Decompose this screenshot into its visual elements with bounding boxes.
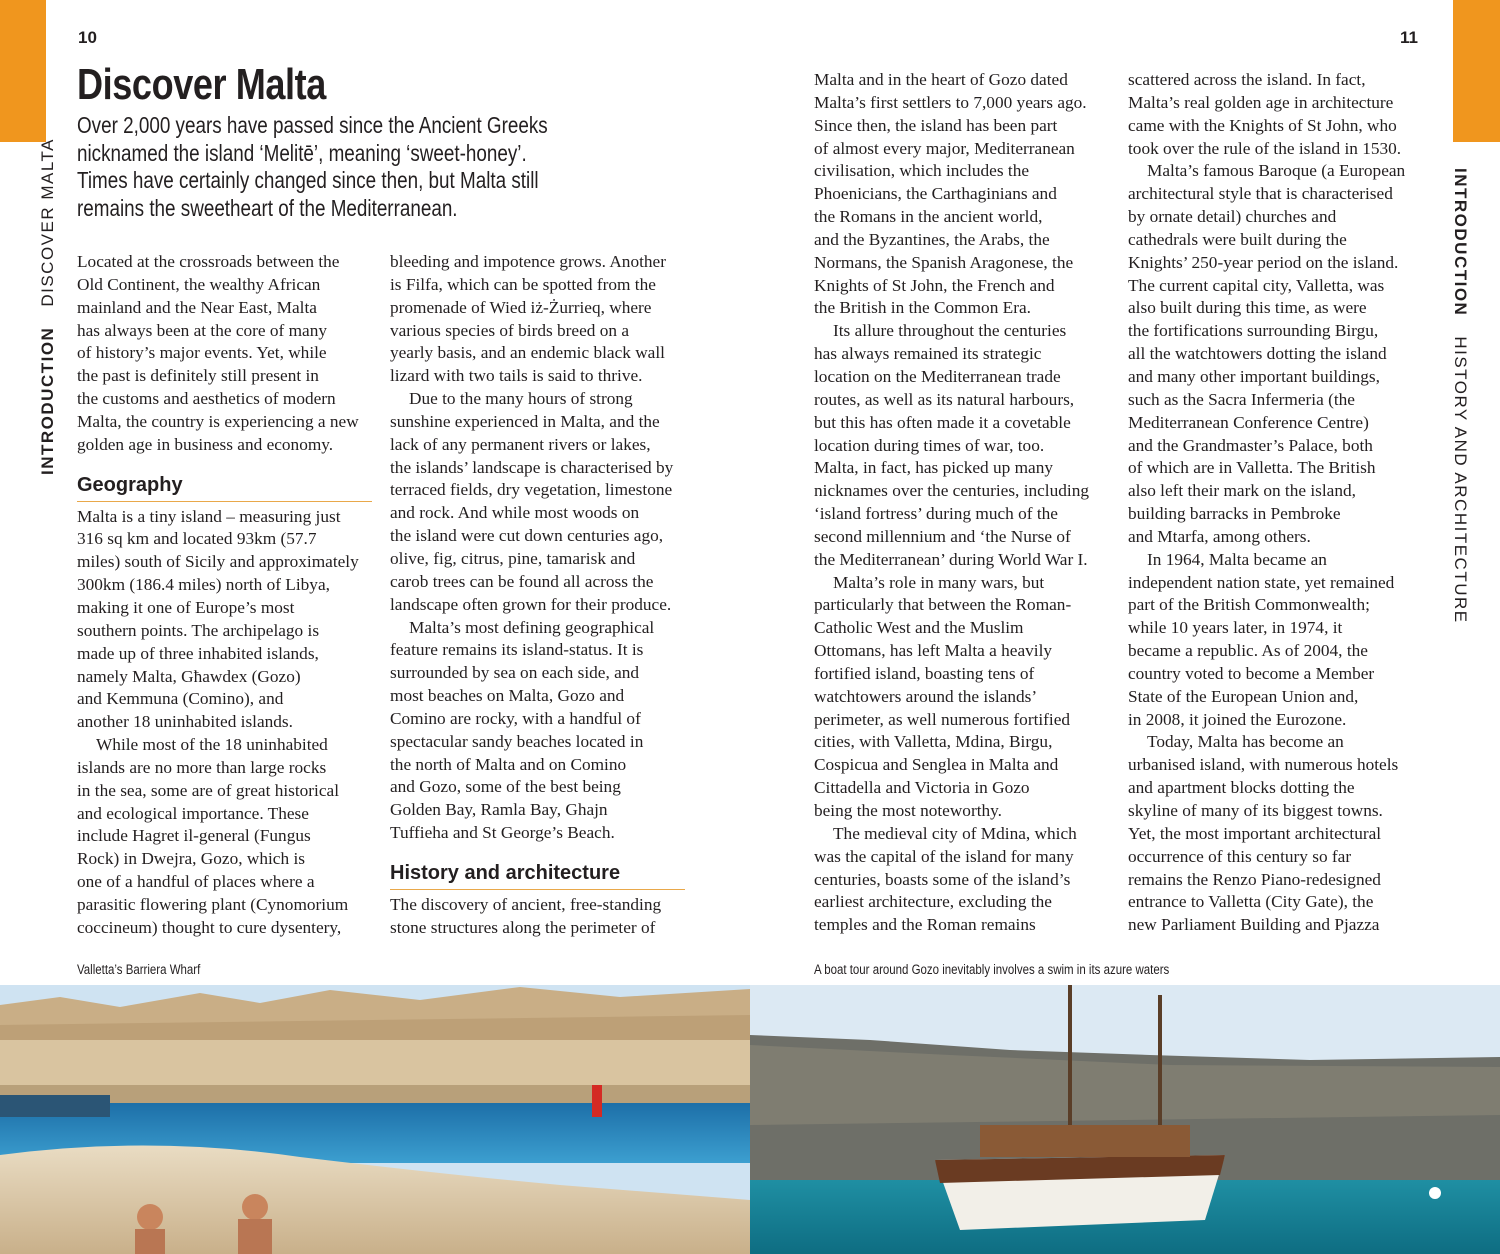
text-line: cities, with Valletta, Mdina, Birgu, [814, 732, 1053, 752]
text-line: The current capital city, Valletta, was [1128, 275, 1385, 295]
text-line: the north of Malta and on Comino [390, 754, 627, 774]
photo-gozo-boat-tour [750, 985, 1500, 1254]
page-number-left: 10 [78, 28, 97, 47]
text-line: has always remained its strategic [814, 344, 1042, 364]
intro-line: Over 2,000 years have passed since the Ancient Greeks [77, 112, 548, 138]
text-line: 316 sq km and located 93km (57.7 [77, 529, 317, 549]
text-line: parasitic flowering plant (Cynomorium [77, 894, 349, 914]
text-line: landscape often grown for their produce. [390, 594, 672, 614]
text-line: urbanised island, with numerous hotels [1128, 755, 1399, 775]
text-line: building barracks in Pembroke [1128, 504, 1341, 524]
paragraph [390, 617, 685, 845]
text-line: routes, as well as its natural harbours, [814, 389, 1075, 409]
text-line: is Filfa, which can be spotted from the [390, 274, 656, 294]
photo-valletta-wharf [0, 985, 750, 1254]
text-line: location during times of war, too. [814, 435, 1045, 455]
text-line: of almost every major, Mediterranean [814, 138, 1075, 158]
text-line: lack of any permanent rivers or lakes, [390, 434, 651, 454]
paragraph [1128, 549, 1423, 732]
text-line: the Romans in the ancient world, [814, 207, 1043, 227]
text-line: country voted to become a Member [1128, 663, 1375, 683]
text-line: second millennium and ‘the Nurse of [814, 526, 1071, 546]
text-line: and apartment blocks dotting the [1128, 778, 1355, 798]
paragraph [1128, 160, 1423, 548]
text-line: and rock. And while most woods on [390, 503, 640, 523]
text-line: cathedrals were built during the [1128, 229, 1347, 249]
text-line: of history’s major events. Yet, while [77, 343, 327, 363]
text-line: by ornate detail) churches and [1128, 207, 1337, 227]
text-line: the British in the Common Era. [814, 298, 1031, 318]
paragraph [814, 572, 1109, 823]
text-line: and Mtarfa, among others. [1128, 526, 1311, 546]
text-line: being the most noteworthy. [814, 801, 1002, 820]
chapter-label: DISCOVER MALTA [38, 138, 57, 307]
text-line: terraced fields, dry vegetation, limestone [390, 480, 673, 500]
text-line: particularly that between the Roman- [814, 595, 1072, 615]
paragraph [1128, 69, 1423, 160]
text-line: bleeding and impotence grows. Another [390, 252, 666, 271]
text-line: include Hagret il-general (Fungus [77, 826, 311, 846]
text-line: Mediterranean Conference Centre) [1128, 412, 1369, 432]
text-line: olive, fig, citrus, pine, tamarisk and [390, 548, 636, 568]
text-line: has always been at the core of many [77, 320, 327, 340]
text-line: Malta is a tiny island – measuring just [77, 506, 341, 526]
text-line: feature remains its island-status. It is [390, 640, 644, 660]
text-line: sunshine experienced in Malta, and the [390, 411, 660, 431]
paragraph [77, 506, 372, 734]
text-line: stone structures along the perimeter of [390, 917, 656, 937]
chapter-tab-left [0, 0, 46, 142]
text-line: Its allure throughout the centuries [833, 321, 1067, 341]
text-line: came with the Knights of St John, who [1128, 115, 1397, 135]
paragraph [77, 251, 372, 457]
text-line: and the Grandmaster’s Palace, both [1128, 435, 1373, 455]
paragraph [390, 251, 685, 388]
side-label-left [38, 138, 58, 475]
text-line: State of the European Union and, [1128, 686, 1359, 706]
text-line: scattered across the island. In fact, [1128, 70, 1366, 89]
text-line: the Mediterranean’ during World War I. [814, 549, 1088, 569]
text-line: entrance to Valletta (City Gate), the [1128, 892, 1374, 912]
text-line: and the Byzantines, the Arabs, the [814, 229, 1050, 249]
text-line: became a republic. As of 2004, the [1128, 641, 1368, 661]
text-line: the past is definitely still present in [77, 366, 319, 386]
text-line: Golden Bay, Ramla Bay, Ghajn [390, 800, 608, 820]
text-line: and Kemmuna (Comino), and [77, 689, 284, 709]
text-line: the island were cut down centuries ago, [390, 526, 664, 546]
text-line: such as the Sacra Infermeria (the [1128, 389, 1355, 409]
text-line: Yet, the most important architectural [1128, 823, 1382, 843]
text-line: Normans, the Spanish Aragonese, the [814, 252, 1074, 272]
intro-line: Times have certainly changed since then, but Malta still [77, 167, 539, 193]
text-line: perimeter, as well numerous fortified [814, 709, 1071, 729]
text-line: remains the Renzo Piano-redesigned [1128, 869, 1381, 889]
paragraph [814, 823, 1109, 937]
text-line: Knights of St John, the French and [814, 275, 1055, 295]
text-line: part of the British Commonwealth; [1128, 595, 1370, 615]
text-line: Located at the crossroads between the [77, 252, 340, 271]
text-line: islands are no more than large rocks [77, 757, 327, 777]
text-line: also left their mark on the island, [1128, 481, 1356, 501]
photo-caption-right: A boat tour around Gozo inevitably involves a swim in its azure waters [814, 962, 1170, 977]
photo-caption-left: Valletta’s Barriera Wharf [77, 962, 201, 977]
intro-text [77, 112, 548, 222]
page-number-right: 11 [1400, 28, 1418, 47]
text-line: coccineum) thought to cure dysentery, [77, 917, 342, 937]
text-line: The discovery of ancient, free-standing [390, 894, 662, 914]
paragraph [390, 894, 685, 940]
text-line: promenade of Wied iż-Żurrieq, where [390, 297, 652, 317]
section-heading: Geography [77, 469, 372, 502]
page-title: Discover Malta [77, 60, 326, 109]
text-line: yearly basis, and an endemic black wall [390, 343, 665, 363]
text-line: southern points. The archipelago is [77, 620, 320, 640]
text-line: and ecological importance. These [77, 803, 309, 823]
text-line: Since then, the island has been part [814, 115, 1058, 135]
chapter-label: HISTORY AND ARCHITECTURE [1451, 336, 1470, 624]
text-line: and Gozo, some of the best being [390, 777, 621, 797]
text-line: Malta’s most defining geographical [409, 617, 655, 637]
text-line: was the capital of the island for many [814, 846, 1074, 866]
text-line: centuries, boasts some of the island’s [814, 869, 1071, 889]
text-line: temples and the Roman remains [814, 915, 1036, 935]
text-line: and many other important buildings, [1128, 366, 1380, 386]
text-line: Malta’s real golden age in architecture [1128, 92, 1394, 112]
paragraph [814, 69, 1109, 320]
text-line: 300km (186.4 miles) north of Libya, [77, 575, 330, 595]
text-line: all the watchtowers dotting the island [1128, 344, 1387, 364]
text-line: lizard with two tails is said to thrive. [390, 366, 643, 386]
text-line: skyline of many of its biggest towns. [1128, 801, 1383, 820]
text-line: the islands’ landscape is characterised by [390, 457, 674, 477]
text-line: another 18 uninhabited islands. [77, 712, 293, 732]
text-line: independent nation state, yet remained [1128, 572, 1395, 592]
intro-line: nicknamed the island ‘Melitē’, meaning ‘sweet-honey’. [77, 139, 527, 166]
text-line: in 2008, it joined the Eurozone. [1128, 709, 1347, 729]
text-line: civilisation, which includes the [814, 161, 1030, 181]
paragraph [390, 388, 685, 616]
text-line: carob trees can be found all across the [390, 571, 654, 591]
text-line: Cospicua and Senglea in Malta and [814, 755, 1059, 775]
text-line: while 10 years later, in 1974, it [1128, 618, 1343, 638]
text-line: earliest architecture, excluding the [814, 892, 1052, 912]
text-line: miles) south of Sicily and approximately [77, 552, 359, 572]
text-line: made up of three inhabited islands, [77, 643, 319, 663]
text-line: most beaches on Malta, Gozo and [390, 686, 625, 706]
text-line: watchtowers around the islands’ [814, 686, 1038, 706]
text-line: Due to the many hours of strong [409, 389, 633, 409]
text-column-1 [77, 251, 372, 940]
paragraph [1128, 731, 1423, 937]
text-line: one of a handful of places where a [77, 872, 315, 892]
intro-line: remains the sweetheart of the Mediterranean. [77, 194, 458, 221]
text-line: nicknames over the centuries, including [814, 481, 1089, 501]
text-line: Ottomans, has left Malta a heavily [814, 641, 1053, 661]
text-line: ‘island fortress’ during much of the [814, 504, 1058, 524]
text-line: Today, Malta has become an [1147, 732, 1344, 752]
text-line: Knights’ 250-year period on the island. [1128, 252, 1399, 272]
text-line: new Parliament Building and Pjazza [1128, 915, 1380, 935]
text-line: namely Malta, Għawdex (Gozo) [77, 666, 301, 686]
text-line: but this has often made it a covetable [814, 412, 1071, 432]
text-line: While most of the 18 uninhabited [96, 735, 328, 755]
text-line: Malta’s role in many wars, but [833, 572, 1045, 592]
text-line: Tuffieha and St George’s Beach. [390, 823, 615, 843]
text-line: the fortifications surrounding Birgu, [1128, 321, 1379, 341]
chapter-tab-right [1453, 0, 1500, 142]
section-label: INTRODUCTION [1451, 168, 1470, 317]
text-line: The medieval city of Mdina, which [833, 823, 1077, 843]
text-line: occurrence of this century so far [1128, 846, 1352, 866]
paragraph [77, 734, 372, 940]
text-column-3 [814, 69, 1109, 937]
text-line: spectacular sandy beaches located in [390, 731, 644, 751]
text-line: Phoenicians, the Carthaginians and [814, 184, 1057, 204]
text-line: Old Continent, the wealthy African [77, 274, 321, 294]
text-line: Malta and in the heart of Gozo dated [814, 70, 1068, 89]
text-line: surrounded by sea on each side, and [390, 663, 640, 683]
text-column-2 [390, 251, 685, 940]
text-line: Malta, the country is experiencing a new [77, 411, 359, 431]
text-line: location on the Mediterranean trade [814, 366, 1061, 386]
text-line: Malta, in fact, has picked up many [814, 458, 1053, 478]
text-line: Cittadella and Victoria in Gozo [814, 778, 1030, 798]
text-line: architectural style that is characterised [1128, 184, 1393, 204]
text-line: Comino are rocky, with a handful of [390, 708, 641, 728]
text-line: the customs and aesthetics of modern [77, 389, 336, 409]
text-line: making it one of Europe’s most [77, 597, 295, 617]
text-line: in the sea, some are of great historical [77, 780, 339, 800]
text-line: various species of birds breed on a [390, 320, 629, 340]
text-line: Malta’s famous Baroque (a European [1147, 161, 1406, 181]
section-heading: History and architecture [390, 857, 685, 890]
text-column-4 [1128, 69, 1423, 937]
text-line: golden age in business and economy. [77, 434, 334, 454]
text-line: mainland and the Near East, Malta [77, 297, 317, 317]
text-line: of which are in Valletta. The British [1128, 458, 1376, 478]
section-label: INTRODUCTION [38, 326, 57, 475]
text-line: fortified island, boasting tens of [814, 663, 1035, 683]
text-line: In 1964, Malta became an [1147, 549, 1327, 569]
text-line: took over the rule of the island in 1530. [1128, 138, 1402, 158]
text-line: Catholic West and the Muslim [814, 618, 1024, 638]
paragraph [814, 320, 1109, 571]
text-line: also built during this time, as were [1128, 298, 1367, 318]
text-line: Malta’s first settlers to 7,000 years ago. [814, 92, 1087, 112]
side-label-right [1450, 168, 1470, 624]
text-line: Rock) in Dwejra, Gozo, which is [77, 849, 305, 869]
